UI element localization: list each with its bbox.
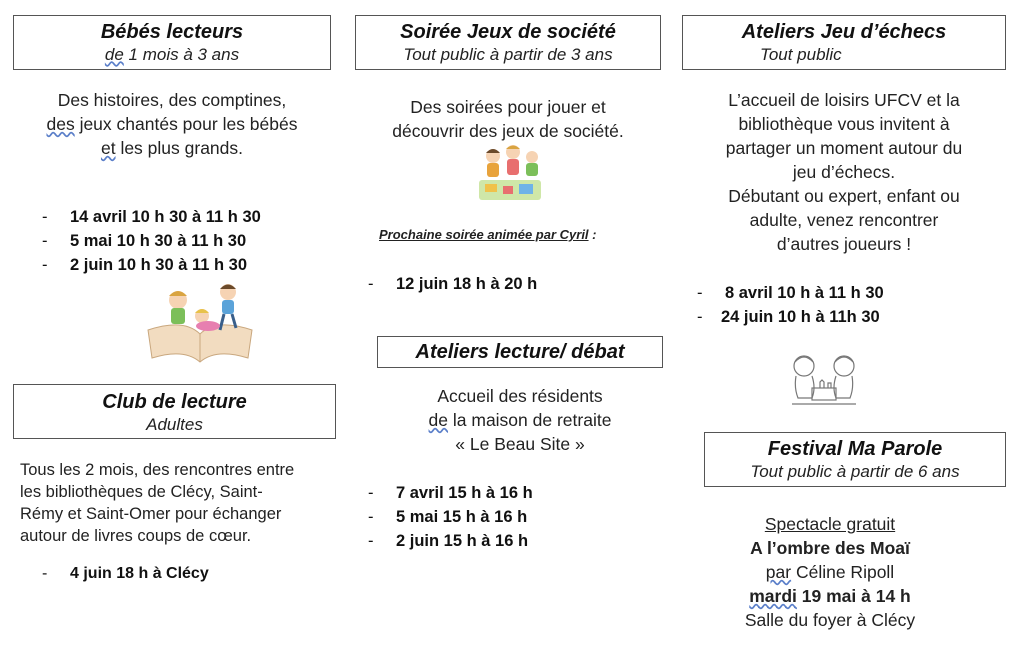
debat-desc-line1: Accueil des résidents xyxy=(437,386,603,406)
list-item xyxy=(697,305,884,329)
date-text: 5 mai 10 h 30 à 11 h 30 xyxy=(70,232,247,250)
date-text: 5 mai 15 h à 16 h xyxy=(396,508,528,526)
bebes-desc-line2-pre: des xyxy=(46,114,75,134)
club-dates-list xyxy=(42,562,209,586)
bullet-dash: - xyxy=(368,532,374,550)
list-item xyxy=(368,272,537,296)
bullet-dash: - xyxy=(42,232,48,250)
club-desc-line: Tous les 2 mois, des rencontres entre xyxy=(20,461,295,479)
festival-title: Festival Ma Parole xyxy=(767,438,943,460)
bullet-dash: - xyxy=(42,565,48,582)
bullet-dash: - xyxy=(368,484,374,502)
club-desc-line: Rémy et Saint-Omer pour échanger xyxy=(20,505,282,523)
list-item xyxy=(42,229,261,253)
list-item xyxy=(42,205,261,229)
echecs-desc-line: adulte, venez rencontrer xyxy=(749,210,939,230)
bebes-desc-line1: Des histoires, des comptines, xyxy=(57,90,287,110)
soiree-next-event xyxy=(379,226,597,244)
club-title: Club de lecture xyxy=(102,391,247,413)
date-text: 2 juin 15 h à 16 h xyxy=(396,532,529,550)
bebes-desc-line2 xyxy=(13,112,331,136)
echecs-title-box xyxy=(682,15,1006,70)
debat-description xyxy=(377,384,663,456)
children-reading-book-icon xyxy=(144,278,256,364)
list-item xyxy=(368,505,533,529)
bebes-title: Bébés lecteurs xyxy=(100,21,244,43)
soiree-title: Soirée Jeux de société xyxy=(400,21,616,43)
festival-line3-post: Céline Ripoll xyxy=(791,562,895,582)
festival-line3 xyxy=(680,560,980,584)
soiree-subtitle: Tout public à partir de 3 ans xyxy=(403,45,613,64)
date-text: 12 juin 18 h à 20 h xyxy=(396,275,538,293)
echecs-desc-line: partager un moment autour du xyxy=(725,138,963,158)
date-text: 4 juin 18 h à Clécy xyxy=(70,565,209,582)
echecs-desc-line: d’autres joueurs ! xyxy=(776,234,912,254)
date-text: 14 avril 10 h 30 à 11 h 30 xyxy=(70,208,261,226)
festival-line2: A l’ombre des Moaï xyxy=(750,538,910,558)
echecs-desc-line: bibliothèque vous invitent à xyxy=(738,114,950,134)
bebes-subtitle-post: 1 mois à 3 ans xyxy=(123,45,240,64)
soiree-desc-line2: découvrir des jeux de société. xyxy=(392,121,624,141)
debat-dates-list xyxy=(368,481,533,553)
date-text: 2 juin 10 h 30 à 11 h 30 xyxy=(70,256,248,274)
soiree-next-label: Prochaine soirée animée par Cyril xyxy=(379,227,589,242)
list-item xyxy=(697,281,884,305)
soiree-next-suffix: : xyxy=(588,227,597,242)
echecs-desc-line: jeu d’échecs. xyxy=(792,162,896,182)
list-item xyxy=(368,481,533,505)
festival-line4 xyxy=(680,584,980,608)
festival-title-box xyxy=(704,432,1006,487)
club-subtitle: Adultes xyxy=(146,415,203,434)
echecs-desc-line: Débutant ou expert, enfant ou xyxy=(728,186,960,206)
echecs-description xyxy=(682,88,1006,256)
bebes-dates-list xyxy=(42,205,261,277)
bebes-subtitle-pre: de xyxy=(104,45,124,64)
soiree-desc-line1: Des soirées pour jouer et xyxy=(410,97,606,117)
club-desc-line: autour de livres coups de cœur. xyxy=(20,527,252,545)
festival-details xyxy=(680,512,980,632)
debat-desc-line2 xyxy=(377,408,663,432)
debat-desc-line3: « Le Beau Site » xyxy=(455,434,585,454)
club-description xyxy=(20,459,340,547)
echecs-subtitle: Tout public xyxy=(760,45,842,64)
bullet-dash: - xyxy=(697,308,703,326)
soiree-description xyxy=(355,95,661,143)
bebes-desc-line3-post: les plus grands. xyxy=(115,138,244,158)
club-title-box xyxy=(13,384,336,439)
echecs-title: Ateliers Jeu d’échecs xyxy=(741,21,947,43)
club-desc-line: les bibliothèques de Clécy, Saint- xyxy=(20,483,263,501)
kids-playing-chess-icon xyxy=(790,352,858,408)
festival-line4-rest: 19 mai à 14 h xyxy=(796,586,911,606)
date-text: 7 avril 15 h à 16 h xyxy=(396,484,533,502)
echecs-desc-line: L’accueil de loisirs UFCV et la xyxy=(728,90,960,110)
list-item xyxy=(42,562,209,586)
soiree-dates-list xyxy=(368,272,537,296)
festival-line3-pre: par xyxy=(765,562,792,582)
kids-board-game-icon xyxy=(475,142,547,204)
soiree-title-box xyxy=(355,15,661,70)
festival-line4-bold: mardi xyxy=(749,586,797,606)
bullet-dash: - xyxy=(368,275,374,293)
bebes-desc-line2-post: jeux chantés pour les bébés xyxy=(74,114,298,134)
bebes-description xyxy=(13,88,331,160)
bebes-subtitle xyxy=(14,44,330,66)
list-item xyxy=(42,253,261,277)
date-text: 24 juin 10 h à 11h 30 xyxy=(721,308,880,326)
bullet-dash: - xyxy=(42,208,48,226)
bullet-dash: - xyxy=(697,284,703,302)
bullet-dash: - xyxy=(42,256,48,274)
debat-desc-line2-pre: de xyxy=(428,410,449,430)
festival-line1: Spectacle gratuit xyxy=(764,514,896,534)
festival-subtitle: Tout public à partir de 6 ans xyxy=(750,462,960,481)
debat-desc-line2-post: la maison de retraite xyxy=(448,410,612,430)
bebes-desc-line3 xyxy=(13,136,331,160)
debat-title-box xyxy=(377,336,663,368)
bebes-desc-line3-pre: et xyxy=(100,138,116,158)
list-item xyxy=(368,529,533,553)
echecs-dates-list xyxy=(697,281,884,329)
debat-title: Ateliers lecture/ débat xyxy=(415,341,625,363)
bebes-title-box xyxy=(13,15,331,70)
bullet-dash: - xyxy=(368,508,374,526)
festival-line5: Salle du foyer à Clécy xyxy=(744,610,916,630)
date-text: 8 avril 10 h à 11 h 30 xyxy=(725,284,884,302)
